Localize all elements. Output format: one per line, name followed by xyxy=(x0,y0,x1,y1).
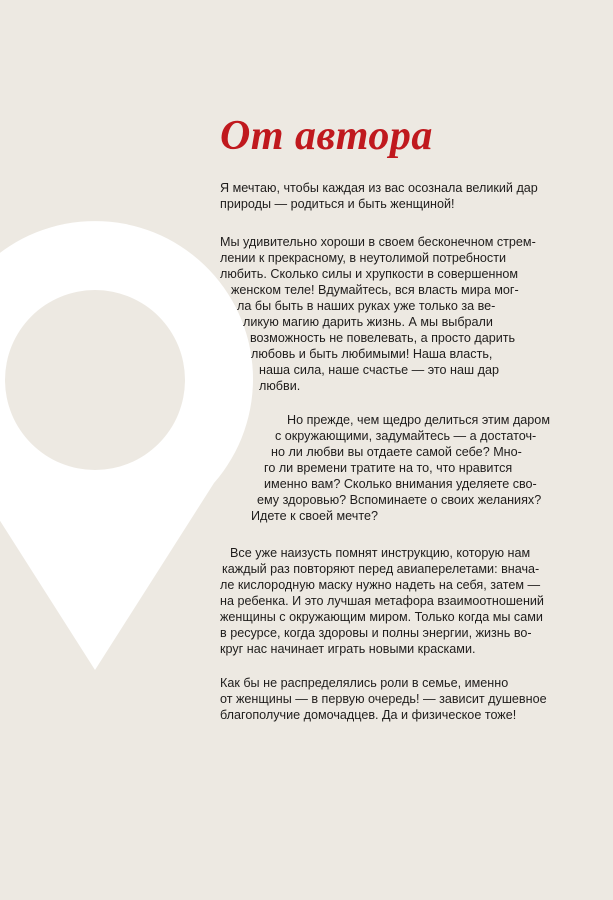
text-line: от женщины — в первую очередь! — зависит душевное xyxy=(220,692,547,706)
text-line: лении к прекрасному, в неутолимой потребности xyxy=(220,251,507,265)
text-line: каждый раз повторяют перед авиаперелетами: внача- xyxy=(222,562,540,576)
text-line: благополучие домочадцев. Да и физическое тоже! xyxy=(220,708,517,722)
text-line: ему здоровью? Вспоминаете о своих желаниях? xyxy=(257,493,542,507)
text-line: Но прежде, чем щедро делиться этим даром xyxy=(287,413,550,427)
text-line: женщины с окружающим миром. Только когда мы сами xyxy=(220,610,543,624)
text-line: именно вам? Сколько внимания уделяете сво- xyxy=(264,477,537,491)
page-title: От автора xyxy=(220,113,433,159)
text-line: Я мечтаю, чтобы каждая из вас осознала великий дар xyxy=(220,181,538,195)
text-line: в ресурсе, когда здоровы и полны энергии, жизнь во- xyxy=(220,626,532,640)
text-line: го ли времени тратите на то, что нравится xyxy=(264,461,513,475)
text-line: Все уже наизусть помнят инструкцию, которую нам xyxy=(230,546,531,560)
text-line: любви. xyxy=(259,379,301,393)
text-line: ле кислородную маску нужно надеть на себя, затем — xyxy=(220,578,541,592)
text-line: ла бы быть в наших руках уже только за ве- xyxy=(237,299,496,313)
text-line: но ли любви вы отдаете самой себе? Мно- xyxy=(271,445,522,459)
text-line: наша сила, наше счастье — это наш дар xyxy=(259,363,499,377)
text-line: женском теле! Вдумайтесь, вся власть мира мог- xyxy=(231,283,519,297)
text-line: любить. Сколько силы и хрупкости в совершенном xyxy=(220,267,519,281)
text-line: круг нас начинает играть новыми красками. xyxy=(220,642,476,656)
text-line: ликую магию дарить жизнь. А мы выбрали xyxy=(243,315,493,329)
text-line: Как бы не распределялись роли в семье, именно xyxy=(220,676,509,690)
text-line: Мы удивительно хороши в своем бесконечном стрем- xyxy=(220,235,536,249)
text-line: с окружающими, задумайтесь — а достаточ- xyxy=(275,429,537,443)
text-line: любовь и быть любимыми! Наша власть, xyxy=(251,347,493,361)
text-line: Идете к своей мечте? xyxy=(251,509,378,523)
text-line: на ребенка. И это лучшая метафора взаимоотношений xyxy=(220,594,544,608)
text-line: возможность не повелевать, а просто дарить xyxy=(250,331,516,345)
text-line: природы — родиться и быть женщиной! xyxy=(220,197,455,211)
